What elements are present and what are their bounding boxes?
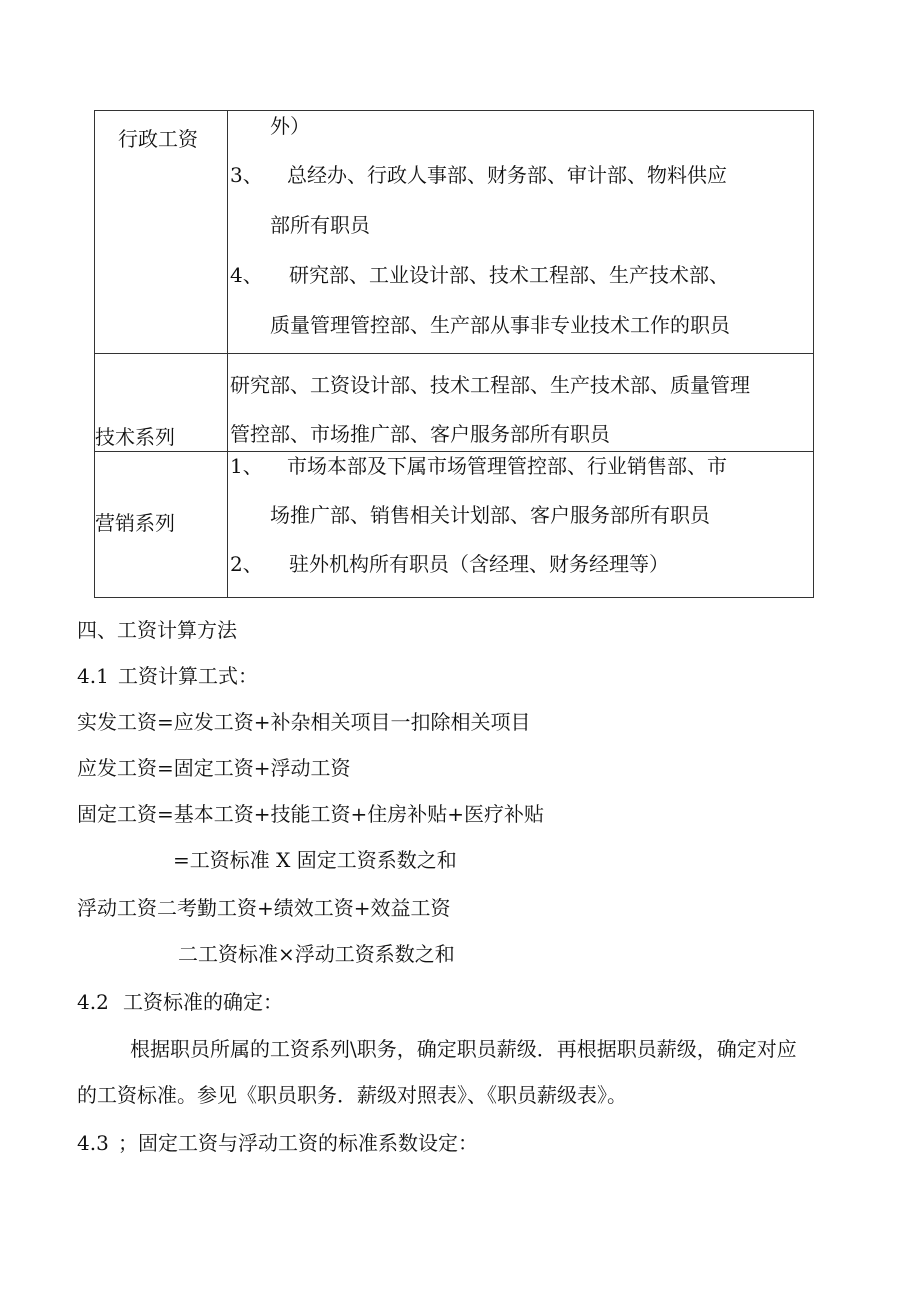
formula-line: 实发工资=应发工资+补杂相关项目一扣除相关项目 xyxy=(77,710,531,734)
table-cell-line: 驻外机构所有职员（含经理、财务经理等） xyxy=(289,552,669,576)
formula-line: =工资标准 X 固定工资系数之和 xyxy=(173,848,457,872)
table-cell-line: 质量管理管控部、生产部从事非专业技术工作的职员 xyxy=(270,313,730,337)
section-heading: 四、工资计算方法 xyxy=(77,618,237,642)
section-title: 工资标准的确定： xyxy=(123,990,283,1014)
table-row-divider xyxy=(94,353,814,354)
table-cell-line: 外） xyxy=(270,114,310,138)
formula-line: 二工资标准×浮动工资系数之和 xyxy=(178,942,455,966)
table-cell-line: 管控部、市场推广部、客户服务部所有职员 xyxy=(230,422,610,446)
table-category-cell: 技术系列 xyxy=(95,425,175,449)
list-number: 3、 xyxy=(230,163,263,187)
table-cell-line: 场推广部、销售相关计划部、客户服务部所有职员 xyxy=(270,503,710,527)
list-number: 1、 xyxy=(230,454,263,478)
section-title: ；固定工资与浮动工资的标准系数设定： xyxy=(118,1131,478,1155)
list-number: 2、 xyxy=(230,552,263,576)
section-number: 4.3 xyxy=(77,1131,109,1155)
table-row-divider xyxy=(94,451,814,452)
table-cell-line: 总经办、行政人事部、财务部、审计部、物料供应 xyxy=(287,163,727,187)
formula-line: 固定工资=基本工资+技能工资+住房补贴+医疗补贴 xyxy=(77,802,545,826)
paragraph-line: 的工资标准。参见《职员职务．薪级对照表》、《职员薪级表》。 xyxy=(77,1083,627,1107)
formula-line: 浮动工资二考勤工资+绩效工资+效益工资 xyxy=(77,896,451,920)
table-cell-line: 市场本部及下属市场管理管控部、行业销售部、市 xyxy=(287,454,727,478)
section-number: 4.1 xyxy=(77,664,109,688)
list-number: 4、 xyxy=(230,263,263,287)
table-cell-line: 研究部、工资设计部、技术工程部、生产技术部、质量管理 xyxy=(230,373,750,397)
table-category-cell: 营销系列 xyxy=(95,511,175,535)
section-title: 工资计算工式： xyxy=(118,664,258,688)
section-number: 4.2 xyxy=(77,990,109,1014)
paragraph-line: 根据职员所属的工资系列\职务，确定职员薪级．再根据职员薪级，确定对应 xyxy=(130,1037,797,1061)
table-cell-line: 部所有职员 xyxy=(270,213,370,237)
table-category-cell: 行政工资 xyxy=(118,127,198,151)
formula-line: 应发工资=固定工资+浮动工资 xyxy=(77,756,351,780)
table-cell-line: 研究部、工业设计部、技术工程部、生产技术部、 xyxy=(289,263,729,287)
